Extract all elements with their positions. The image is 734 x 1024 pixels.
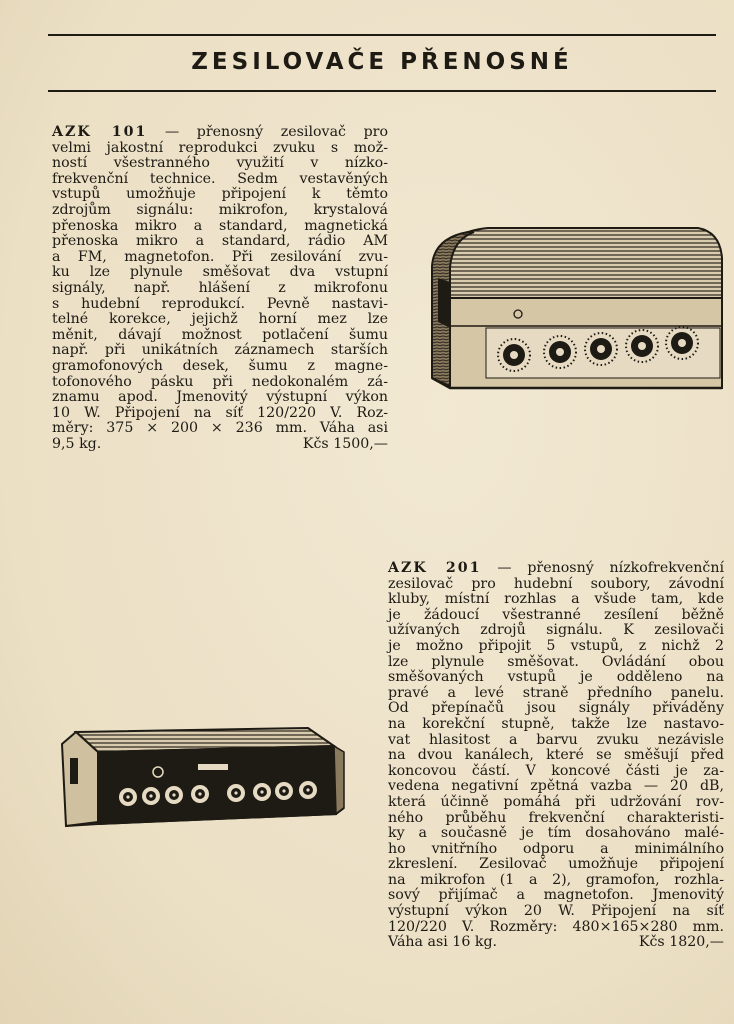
page-heading: ZESILOVAČE PŘENOSNÉ: [191, 49, 573, 75]
article-line: vstupů umožňuje připojení k těmto: [52, 186, 388, 203]
article-line: přenoska mikro a standard, magnetická: [52, 217, 388, 234]
article-line: je možno připojit 5 vstupů, z nichž 2: [388, 637, 724, 654]
article-line: vedena negativní zpětná vazba — 20 dB,: [388, 778, 724, 795]
weight-text: Váha asi 16 kg.: [388, 934, 498, 951]
article-line: ku lze plynule směšovat dva vstupní: [52, 264, 388, 281]
article-line: AZK 101 — přenosný zesilovač pro: [52, 124, 388, 140]
article-line: ky a současně je tím dosahováno malé-: [388, 825, 724, 842]
article-line: měry: 375 × 200 × 236 mm. Váha asi: [52, 420, 388, 437]
article-line: velmi jakostní reprodukci zvuku s mož-: [52, 139, 388, 156]
article-line: ho vnitřního odporu a minimálního: [388, 840, 724, 857]
article-line: užívaných zdrojů signálu. K zesilovači: [388, 622, 724, 639]
article-line: je žádoucí všestranné zesílení běžně: [388, 606, 724, 623]
amplifier-azk-101-illustration: [428, 218, 728, 396]
article-line: Od přepínačů jsou signály přiváděny: [388, 700, 724, 717]
article-line: 120/220 V. Rozměry: 480×165×280 mm.: [388, 918, 724, 935]
article-line: měnit, dávají možnost potlačení šumu: [52, 326, 388, 343]
model-name: AZK 101: [52, 124, 148, 140]
article-azk-101: [52, 125, 388, 452]
article-line: tofonového pásku při nedokonalém zá-: [52, 373, 388, 390]
article-line: lze plynule směšovat. Ovládání obou: [388, 653, 724, 670]
article-line: která účinně pomáhá při udržování rov-: [388, 793, 724, 810]
header-rule-top: [48, 34, 716, 36]
article-line: telné korekce, jejichž horní mez lze: [52, 311, 388, 328]
price: Kčs 1500,—: [302, 435, 388, 452]
article-last-line: [388, 935, 724, 951]
article-line: zkreslení. Zesilovač umožňuje připojení: [388, 856, 724, 873]
article-line: pravé a levé straně předního panelu.: [388, 684, 724, 701]
article-line: znamu apod. Jmenovitý výstupní výkon: [52, 389, 388, 406]
price: Kčs 1820,—: [638, 934, 724, 951]
article-line: s hudební reprodukcí. Pevně nastavi-: [52, 295, 388, 312]
amplifier-azk-201-illustration: [58, 718, 350, 836]
article-line: a FM, magnetofon. Při zesilování zvu-: [52, 248, 388, 265]
article-line: koncovou částí. V koncové části je za-: [388, 762, 724, 779]
article-line: ného průběhu frekvenční charakteristi-: [388, 809, 724, 826]
article-line: výstupní výkon 20 W. Připojení na síť: [388, 903, 724, 920]
article-line: ností všestranného využití v nízko-: [52, 155, 388, 172]
article-line: AZK 201 — přenosný nízkofrekvenční: [388, 560, 725, 576]
article-line: na mikrofon (1 a 2), gramofon, rozhla-: [388, 871, 724, 888]
article-line: gramofonových desek, šumu z magne-: [52, 357, 388, 374]
article-line: na korekční stupně, takže lze nastavo-: [388, 715, 724, 732]
article-line: zdrojům signálu: mikrofon, krystalová: [52, 201, 388, 218]
article-line: přenoska mikro a standard, rádio AM: [52, 233, 388, 250]
article-line: na dvou kanálech, které se směšují před: [388, 747, 724, 764]
article-line: kluby, místní rozhlas a všude tam, kde: [388, 591, 724, 608]
article-line: 10 W. Připojení na síť 120/220 V. Roz-: [52, 404, 388, 421]
article-azk-201: [388, 561, 724, 951]
model-name: AZK 201: [388, 560, 482, 576]
article-line: sový přijímač a magnetofon. Jmenovitý: [388, 887, 724, 904]
article-line: zesilovač pro hudební soubory, závodní: [388, 575, 724, 592]
article-line: signály, např. hlášení z mikrofonu: [52, 279, 388, 296]
article-last-line: [52, 437, 388, 453]
weight-text: 9,5 kg.: [52, 435, 102, 452]
article-line: vat hlasitost a barvu zvuku nezávisle: [388, 731, 724, 748]
article-line: např. při unikátních záznamech starších: [52, 342, 388, 359]
article-line: směšovaných vstupů je odděleno na: [388, 669, 724, 686]
article-line: frekvenční technice. Sedm vestavěných: [52, 170, 388, 187]
header-rule-bottom: [48, 90, 716, 92]
